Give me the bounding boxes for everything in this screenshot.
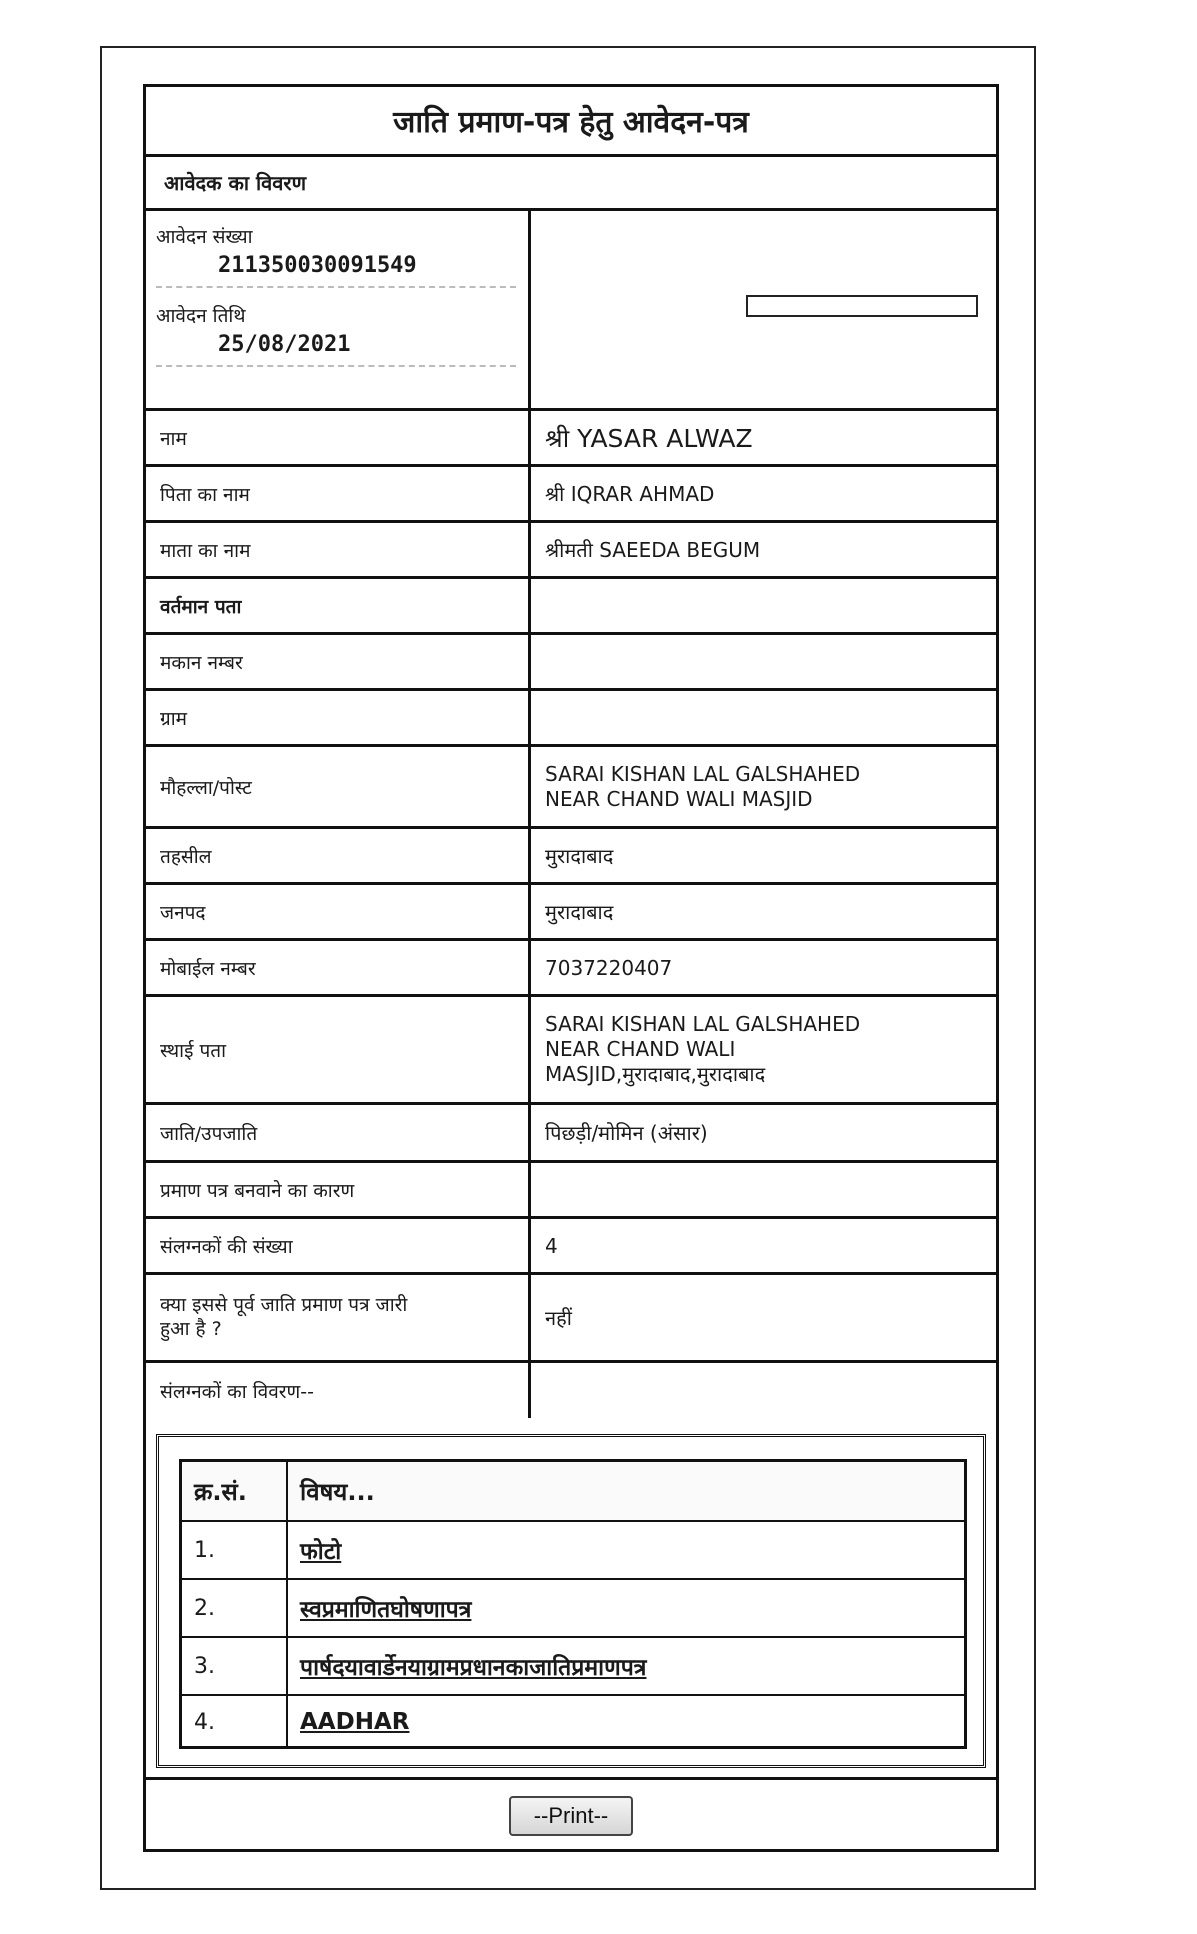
- attachment-link[interactable]: पार्षदयावार्डेनयाग्रामप्रधानकाजातिप्रमाणपत्र: [300, 1655, 647, 1681]
- table-row: [146, 691, 996, 747]
- row-label: मकान नम्बर: [146, 635, 531, 688]
- row-value: SARAI KISHAN LAL GALSHAHED NEAR CHAND WALI MASJID: [545, 761, 861, 811]
- row-value: मुरादाबाद: [545, 900, 614, 924]
- row-label: क्या इससे पूर्व जाति प्रमाण पत्र जारी हुआ है ?: [146, 1275, 531, 1360]
- row-label: वर्तमान पता: [146, 579, 531, 632]
- attachment-number: 1.: [182, 1522, 288, 1578]
- details-table: [146, 411, 996, 1418]
- table-row: [146, 997, 996, 1105]
- row-value: [531, 1163, 996, 1216]
- table-row: [146, 1219, 996, 1275]
- attachments-section: [146, 1424, 996, 1780]
- application-details: [146, 211, 531, 408]
- divider: [156, 286, 516, 288]
- application-info: [146, 211, 996, 411]
- attachment-row: [182, 1638, 964, 1696]
- row-label: जनपद: [146, 885, 531, 938]
- application-date: 25/08/2021: [218, 332, 351, 357]
- photo-placeholder: [746, 295, 978, 317]
- row-label: ग्राम: [146, 691, 531, 744]
- row-value: नहीं: [545, 1306, 572, 1330]
- application-form: [143, 84, 999, 1852]
- table-row: [146, 885, 996, 941]
- subject-header: विषय...: [300, 1477, 375, 1506]
- row-value: [531, 635, 996, 688]
- row-value: मुरादाबाद: [545, 844, 614, 868]
- attachment-link[interactable]: AADHAR: [300, 1709, 410, 1735]
- table-row: [146, 941, 996, 997]
- attachment-row: [182, 1522, 964, 1580]
- row-label: नाम: [146, 411, 531, 464]
- table-row: [146, 1105, 996, 1163]
- print-button[interactable]: --Print--: [509, 1796, 633, 1836]
- attachment-number: 2.: [182, 1580, 288, 1636]
- attachment-number: 3.: [182, 1638, 288, 1694]
- attachments-frame: [156, 1434, 986, 1768]
- row-label: जाति/उपजाति: [146, 1105, 531, 1160]
- row-label: माता का नाम: [146, 523, 531, 576]
- row-label: संलग्नकों की संख्या: [146, 1219, 531, 1272]
- application-date-label: आवेदन तिथि: [156, 305, 246, 327]
- attachment-number: 4.: [182, 1696, 288, 1748]
- row-value: [531, 579, 996, 632]
- table-row: [146, 411, 996, 467]
- row-label: मोबाईल नम्बर: [146, 941, 531, 994]
- row-value: [531, 1363, 996, 1418]
- table-row: [146, 467, 996, 523]
- print-row: [146, 1780, 996, 1852]
- table-row: [146, 579, 996, 635]
- row-value: श्री IQRAR AHMAD: [545, 482, 715, 506]
- row-label: मौहल्ला/पोस्ट: [146, 747, 531, 826]
- application-number: 211350030091549: [218, 253, 417, 278]
- row-value: 7037220407: [545, 955, 673, 980]
- attachment-row: [182, 1696, 964, 1748]
- row-value: श्रीमती SAEEDA BEGUM: [545, 538, 761, 562]
- row-label: स्थाई पता: [146, 997, 531, 1102]
- attachment-link[interactable]: स्वप्रमाणितघोषणापत्र: [300, 1597, 472, 1623]
- table-row: [146, 747, 996, 829]
- row-value: SARAI KISHAN LAL GALSHAHED NEAR CHAND WALI MASJID,मुरादाबाद,मुरादाबाद: [545, 1012, 861, 1086]
- attachment-row: [182, 1580, 964, 1638]
- attachments-header: [182, 1462, 964, 1522]
- table-row: [146, 1163, 996, 1219]
- section-heading: आवेदक का विवरण: [146, 157, 996, 211]
- row-label: पिता का नाम: [146, 467, 531, 520]
- table-row: [146, 829, 996, 885]
- row-label: तहसील: [146, 829, 531, 882]
- row-value: 4: [545, 1233, 558, 1258]
- divider: [156, 365, 516, 367]
- row-label: प्रमाण पत्र बनवाने का कारण: [146, 1163, 531, 1216]
- table-row: [146, 635, 996, 691]
- table-row: [146, 1275, 996, 1363]
- form-title: जाति प्रमाण-पत्र हेतु आवेदन-पत्र: [146, 87, 996, 157]
- row-label: संलग्नकों का विवरण--: [146, 1363, 531, 1418]
- row-value: पिछड़ी/मोमिन (अंसार): [545, 1121, 708, 1145]
- attachment-link[interactable]: फोटो: [300, 1539, 342, 1565]
- table-row: [146, 523, 996, 579]
- table-row: [146, 1363, 996, 1418]
- attachments-table: [179, 1459, 967, 1749]
- application-number-label: आवेदन संख्या: [156, 226, 253, 248]
- row-value: [531, 691, 996, 744]
- row-value: श्री YASAR ALWAZ: [545, 423, 753, 453]
- serial-header: क्र.सं.: [182, 1462, 288, 1520]
